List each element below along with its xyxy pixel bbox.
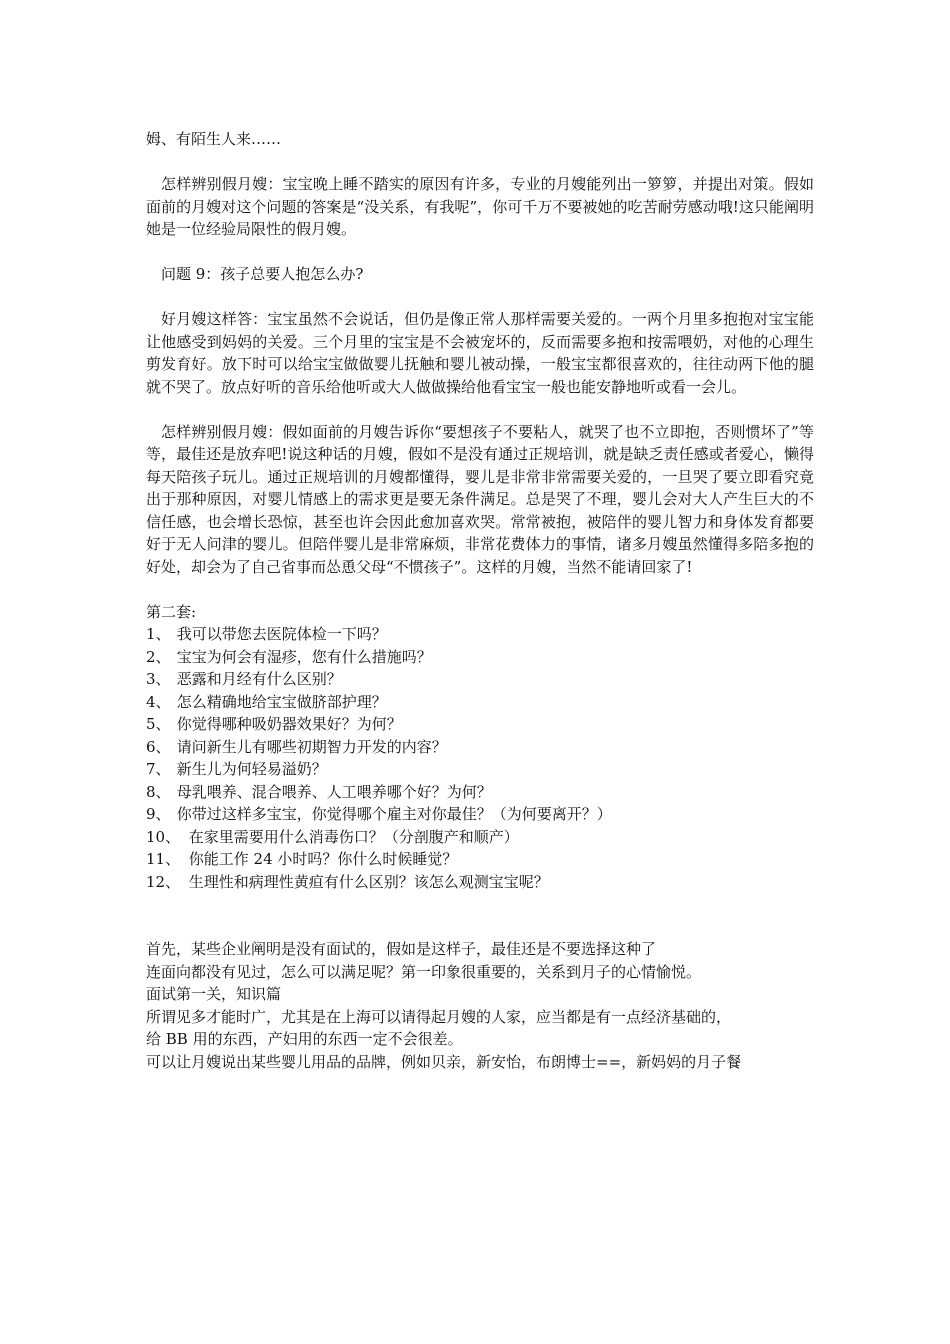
list-number: 9、 [146,805,171,823]
document-page [146,128,814,1073]
list-item [146,758,814,781]
question-9-heading: 问题 9：孩子总要人抱怎么办? [161,265,364,283]
list-text: 宝宝为何会有湿疹，您有什么措施吗？ [176,647,432,666]
paragraph-good-nanny-answer: 好月嫂这样答：宝宝虽然不会说话，但仍是像正常人那样需要关爱的。一两个月里多抱抱对宝宝能让他感受到妈妈的关爱。三个月里的宝宝是不会被宠坏的，反而需要多抱和按需喂奶，对他的心理生剪发育好。放下时可以给宝宝做做婴儿抚触和婴儿被动操，一般宝宝都很喜欢的，往往动两下他的腿就不哭了。放点好听的音乐给他听或大人做做操给他看宝宝一般也能安静地听或看一会儿。 [146,310,814,396]
list-item [146,736,814,759]
section-spacer [146,893,814,938]
list-item [146,848,814,871]
tail-line: 连面向都没有见过，怎么可以满足呢？第一印象很重要的，关系到月子的心情愉悦。 [146,962,702,981]
list-text: 你能工作 24 小时吗？你什么时候睡觉？ [188,850,458,868]
list-number: 11、 [146,850,181,868]
list-item [146,803,814,826]
list-item [146,623,814,646]
list-text: 我可以带您去医院体检一下吗？ [176,625,387,643]
question-list [146,623,814,893]
list-item [146,646,814,669]
list-item [146,713,814,736]
list-item [146,668,814,691]
intro-fragment: 姆、有陌生人来…… [146,130,282,148]
list-item [146,781,814,804]
list-text: 怎么精确地给宝宝做脐部护理？ [176,692,387,711]
tail-line: 可以让月嫂说出某些婴儿用品的品牌，例如贝亲，新安怡，布朗博士==，新妈妈的月子餐 [146,1052,742,1071]
tail-line-heading: 面试第一关，知识篇 [146,985,282,1003]
paragraph-fake-nanny-1: 怎样辨别假月嫂：宝宝晚上睡不踏实的原因有许多，专业的月嫂能列出一箩箩，并提出对策。假如面前的月嫂对这个问题的答案是“没关系，有我呢”，你可千万不要被她的吃苦耐劳感动哦!这只能阐明她是一位经验局限性的假月嫂。 [146,175,814,238]
list-text: 你带过这样多宝宝，你觉得哪个雇主对你最佳？（为何要离开？） [176,805,612,823]
paragraph-fake-nanny-2: 怎样辨别假月嫂：假如面前的月嫂告诉你“要想孩子不要粘人，就哭了也不立即抱，否则惯坏了”等等，最佳还是放弃吧!说这种话的月嫂，假如不是没有通过正规培训，就是缺乏责任感或者爱心，懒得每天陪孩子玩儿。通过正规培训的月嫂都懂得，婴儿是非常非常需要关爱的，一旦哭了要立即看究竟出于那种原因，对婴儿情感上的需求更是要无条件满足。总是哭了不理，婴儿会对大人产生巨大的不信任感，也会增长恐惊，甚至也许会因此愈加喜欢哭。常常被抱，被陪伴的婴儿智力和身体发育都要好于无人问津的婴儿。但陪伴婴儿是非常麻烦，非常花费体力的事情，诸多月嫂虽然懂得多陪多抱的好处，却会为了自己省事而怂恿父母“不惯孩子”。这样的月嫂，当然不能请回家了! [146,422,814,576]
list-item [146,871,814,894]
list-text: 在家里需要用什么消毒伤口？（分剖腹产和顺产） [188,827,519,846]
list-number: 10、 [146,827,181,846]
list-number: 2、 [146,647,171,666]
list-number: 4、 [146,692,171,711]
list-text: 你觉得哪种吸奶器效果好？为何？ [176,715,402,733]
list-number: 6、 [146,737,171,756]
list-number: 3、 [146,670,171,688]
list-number: 5、 [146,715,171,733]
list-text: 新生儿为何轻易溢奶？ [176,760,327,778]
list-item [146,691,814,714]
list-text: 请问新生儿有哪些初期智力开发的内容？ [176,737,447,756]
list-text: 生理性和病理性黄疸有什么区别？该怎么观测宝宝呢？ [188,872,549,891]
tail-line: 首先，某些企业阐明是没有面试的，假如是这样子，最佳还是不要选择这种了 [146,940,657,958]
list-number: 1、 [146,625,171,643]
list-item [146,826,814,849]
tail-line: 给 BB 用的东西，产妇用的东西一定不会很差。 [146,1030,463,1048]
list-number: 8、 [146,782,171,801]
tail-line: 所谓见多才能时广，尤其是在上海可以请得起月嫂的人家，应当都是有一点经济基础的， [146,1007,732,1026]
list-text: 母乳喂养、混合喂养、人工喂养哪个好？为何？ [176,782,492,801]
section-title: 第二套: [146,602,197,621]
list-number: 12、 [146,872,181,891]
interview-tips-section [146,938,814,1073]
list-number: 7、 [146,760,171,778]
list-text: 恶露和月经有什么区别？ [176,670,342,688]
